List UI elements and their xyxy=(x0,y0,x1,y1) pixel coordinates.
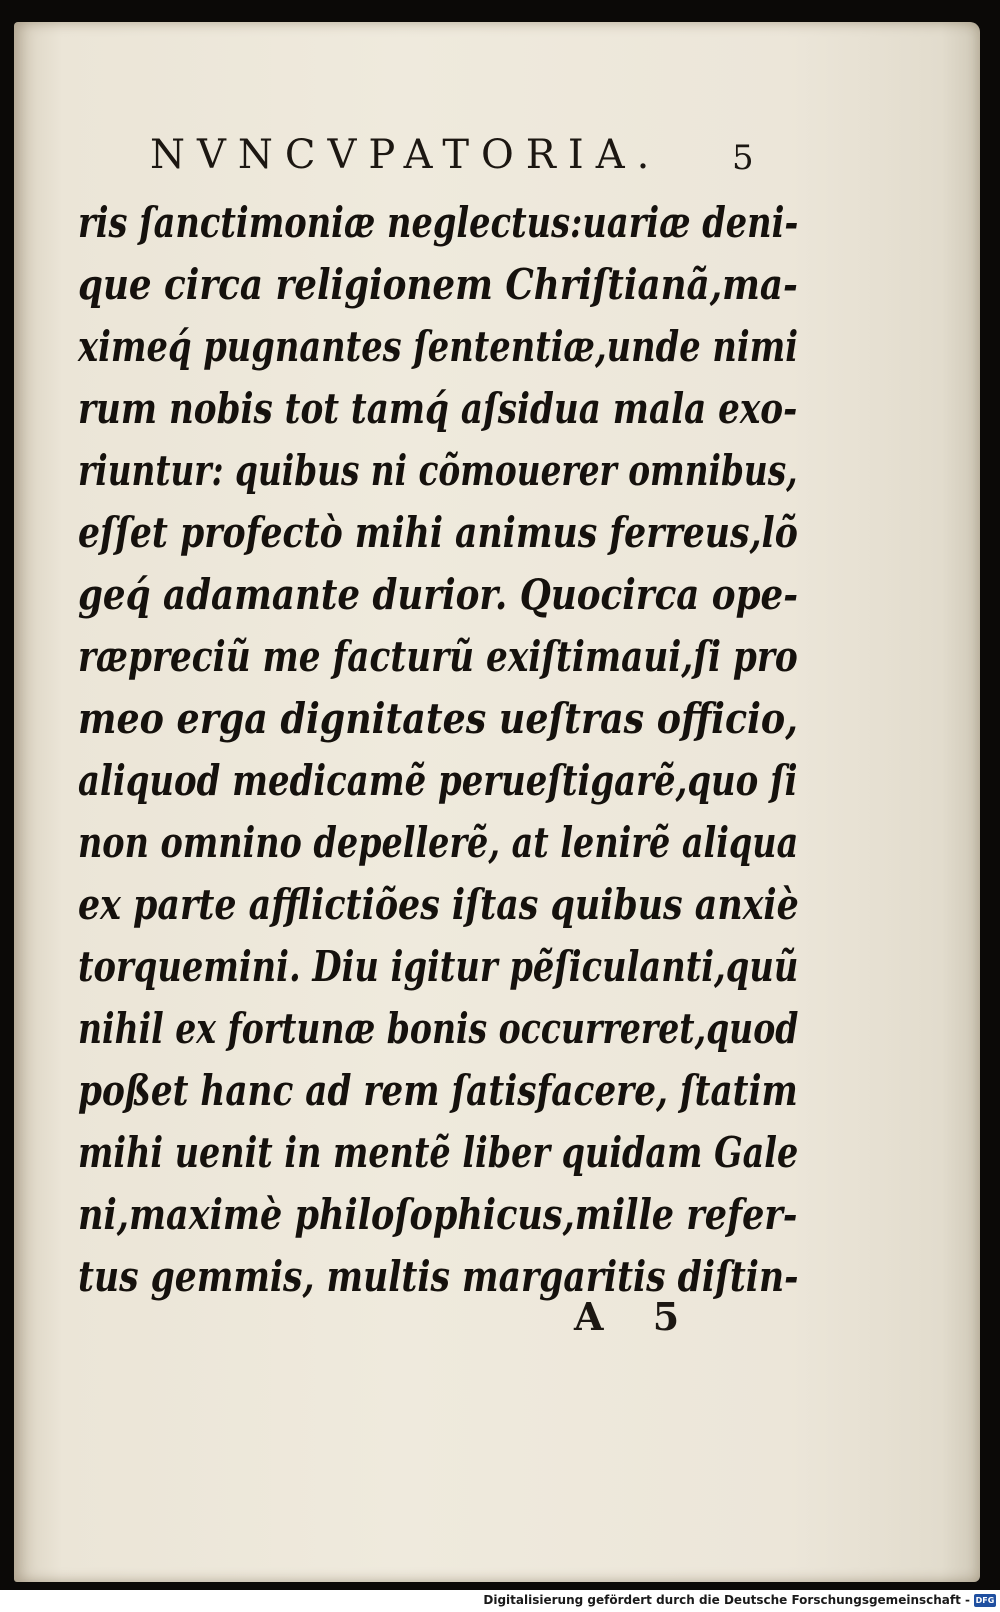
digitization-footer xyxy=(0,1590,1000,1612)
text-line: mihi uenit in mentẽ liber quidam Gale xyxy=(78,1128,799,1177)
page-number: 5 xyxy=(732,138,754,178)
dfg-logo-icon: DFG xyxy=(975,1596,995,1605)
text-line: aliquod medicamẽ perueſtigarẽ,quo ſi xyxy=(78,756,798,805)
text-line: ex parte afflictiões iſtas quibus anxiè xyxy=(78,880,799,929)
text-line: rum nobis tot tamq́ aſsidua mala exo- xyxy=(78,384,798,433)
page-header xyxy=(132,126,792,186)
book-page xyxy=(14,22,980,1582)
text-line: poßet hanc ad rem ſatisfacere, ſtatim xyxy=(78,1066,798,1115)
text-line: non omnino depellerẽ, at lenirẽ aliqua xyxy=(78,818,799,867)
signature-mark: A 5 xyxy=(574,1294,698,1339)
text-line: ximeq́ pugnantes ſententiæ,unde nimi xyxy=(78,322,799,371)
text-line: riuntur: quibus ni cõmouerer omnibus, xyxy=(78,446,798,495)
running-title: NVNCVPATORIA. xyxy=(150,132,662,178)
text-line: eſſet profectò mihi animus ferreus,lõ xyxy=(78,508,798,557)
body-text xyxy=(78,192,798,1308)
text-line: nihil ex fortunæ bonis occurreret,quod xyxy=(78,1004,799,1053)
text-line: tus gemmis, multis margaritis diſtin- xyxy=(78,1252,799,1301)
text-line: meo erga dignitates ueſtras officio, xyxy=(78,694,798,743)
text-line: torquemini. Diu igitur pẽſiculanti,quũ xyxy=(78,942,799,991)
text-line: ni,maximè philoſophicus,mille refer- xyxy=(78,1190,798,1239)
funding-credit: Digitalisierung gefördert durch die Deutsche Forschungsgemeinschaft - xyxy=(483,1593,970,1607)
text-line: ræpreciũ me facturũ exiſtimaui,ſi pro xyxy=(78,632,798,681)
text-line: que circa religionem Chriſtianã,ma- xyxy=(78,260,798,309)
text-line: geq́ adamante durior. Quocirca ope- xyxy=(78,570,799,619)
text-line: ris ſanctimoniæ neglectus:uariæ deni- xyxy=(78,198,799,247)
